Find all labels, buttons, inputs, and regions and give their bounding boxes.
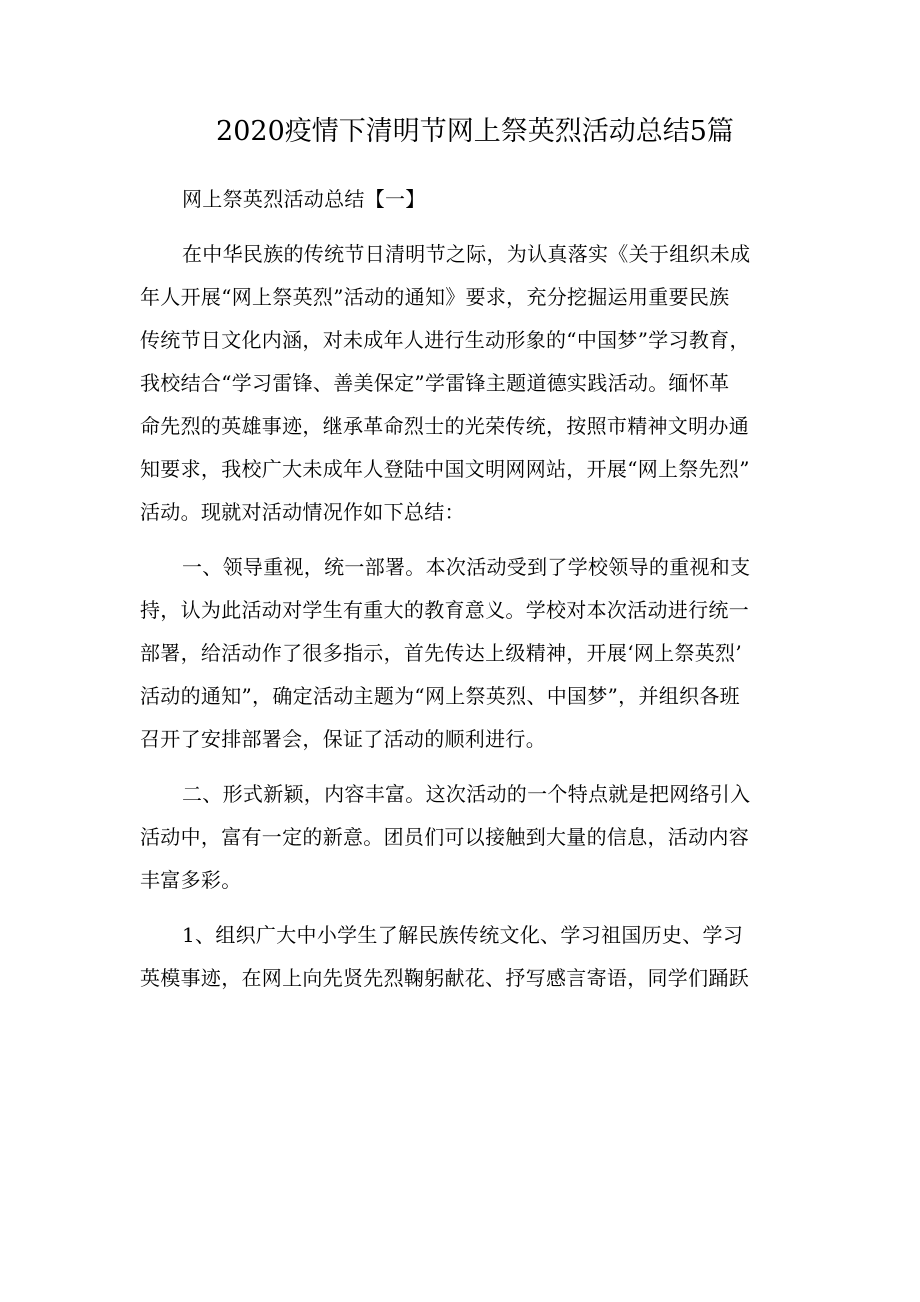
paragraph-line: 召开了安排部署会，保证了活动的顺利进行。: [140, 727, 546, 751]
paragraph-line: 一、领导重视，统一部署。本次活动受到了学校领导的重视和支: [182, 555, 751, 579]
paragraph-line: 在中华民族的传统节日清明节之际，为认真落实《关于组织未成: [182, 242, 751, 266]
document-body: [140, 178, 782, 1000]
section-heading: [140, 178, 782, 221]
paragraph-line: 活动。现就对活动情况作如下总结：: [140, 500, 465, 524]
paragraph-2: [140, 546, 782, 761]
paragraph-line: 我校结合“学习雷锋、善美保定”学雷锋主题道德实践活动。缅怀革: [140, 371, 730, 395]
paragraph-4: [140, 914, 782, 1000]
paragraph-line: 知要求，我校广大未成年人登陆中国文明网网站，开展“网上祭先烈”: [140, 457, 750, 481]
paragraph-line: 1、组织广大中小学生了解民族传统文化、学习祖国历史、学习: [182, 923, 744, 947]
paragraph-line: 命先烈的英雄事迹，继承革命烈士的光荣传统，按照市精神文明办通: [140, 414, 749, 438]
paragraph-line: 活动中，富有一定的新意。团员们可以接触到大量的信息，活动内容: [140, 825, 749, 849]
paragraph-line: 二、形式新颖，内容丰富。这次活动的一个特点就是把网络引入: [182, 782, 751, 806]
section-heading-text: 网上祭英烈活动总结【一】: [182, 187, 426, 211]
paragraph-3: [140, 773, 782, 902]
paragraph-1: [140, 233, 782, 534]
paragraph-line: 英模事迹，在网上向先贤先烈鞠躬献花、抒写感言寄语，同学们踊跃: [140, 966, 749, 990]
paragraph-line: 部署，给活动作了很多指示，首先传达上级精神，开展‘网上祭英烈’: [140, 641, 743, 665]
paragraph-line: 传统节日文化内涵，对未成年人进行生动形象的“中国梦”学习教育，: [140, 328, 750, 352]
paragraph-line: 活动的通知”，确定活动主题为“网上祭英烈、中国梦”，并组织各班: [140, 684, 740, 708]
paragraph-line: 持，认为此活动对学生有重大的教育意义。学校对本次活动进行统一: [140, 598, 749, 622]
paragraph-line: 年人开展“网上祭英烈”活动的通知》要求，充分挖掘运用重要民族: [140, 285, 730, 309]
document-title: 2020疫情下清明节网上祭英烈活动总结5篇: [216, 116, 734, 147]
paragraph-line: 丰富多彩。: [140, 868, 242, 892]
